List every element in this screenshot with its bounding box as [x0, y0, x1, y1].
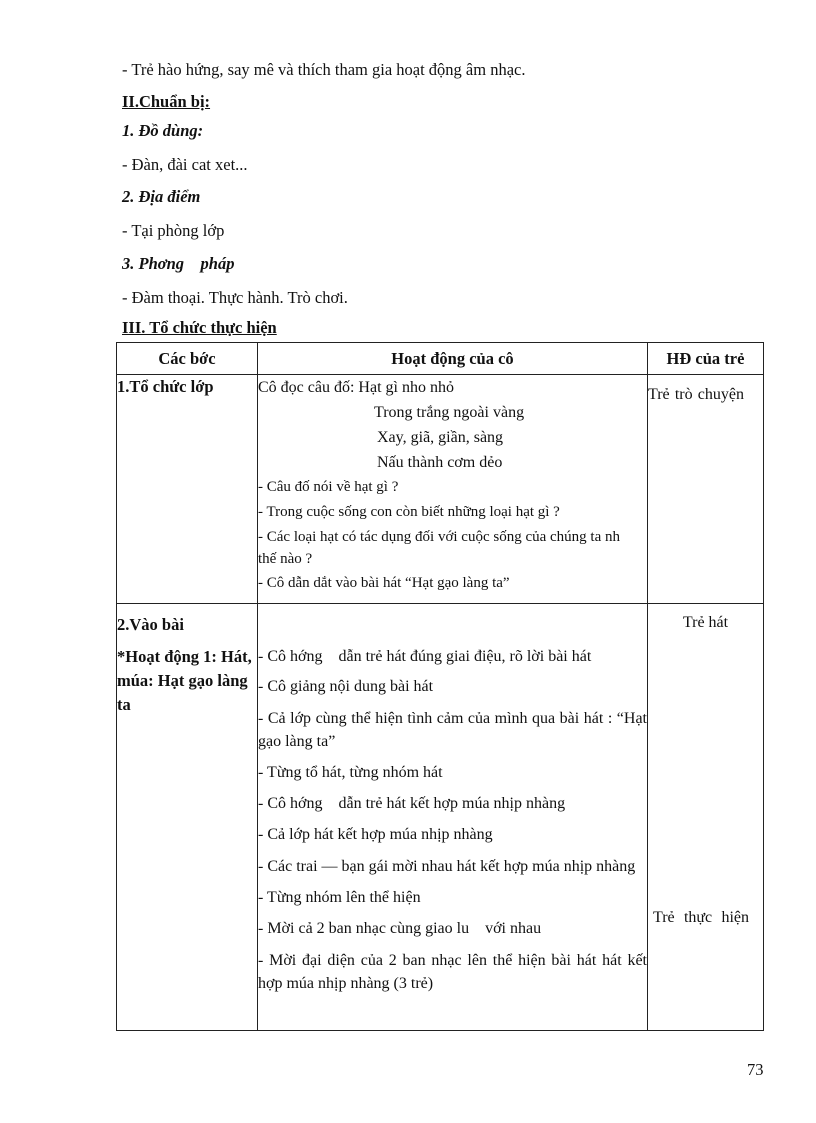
- header-teacher-activity: Hoạt động của cô: [258, 343, 648, 375]
- child-response-sing: Trẻ hát: [682, 614, 729, 631]
- activity-title: *Hoạt động 1: Hát, múa: Hạt gạo làng ta: [117, 647, 252, 714]
- activity-item: - Cô hớng dẫn trẻ hát kết hợp múa nhịp nhàng: [258, 795, 566, 812]
- activity-item: - Các trai — bạn gái mời nhau hát kết hợp múa nhịp nhàng: [258, 858, 636, 875]
- subheading-location: 2. Địa điểm: [122, 187, 201, 206]
- activity-item: - Từng nhóm lên thể hiện: [258, 889, 421, 906]
- activity-item: - Mời cả 2 ban nhạc cùng giao lu với nhau: [258, 920, 542, 937]
- question-item: - Trong cuộc sống con còn biết những loại hạt gì ?: [258, 504, 560, 520]
- section-heading-implementation: III. Tổ chức thực hiện: [122, 318, 277, 337]
- child-response: Trẻ trò chuyện: [648, 386, 744, 403]
- subheading-method: 3. Phơng pháp: [122, 254, 235, 273]
- question-item: - Cô dẫn dắt vào bài hát “Hạt gạo làng ta”: [258, 575, 510, 591]
- activity-item: - Cả lớp hát kết hợp múa nhịp nhàng: [258, 826, 493, 843]
- riddle-line: Xay, giã, giần, sàng: [377, 429, 504, 446]
- teacher-activity-cell: [258, 604, 648, 1031]
- riddle-line: Cô đọc câu đố: Hạt gì nho nhỏ: [258, 379, 454, 396]
- riddle-line: Nấu thành cơm dẻo: [377, 454, 503, 471]
- header-child-activity: HĐ của trẻ: [648, 343, 764, 375]
- step-label: 2.Vào bài: [117, 615, 184, 634]
- step-cell: [117, 604, 258, 1031]
- method-content: - Đàm thoại. Thực hành. Trò chơi.: [122, 288, 348, 307]
- riddle-line: Trong trắng ngoài vàng: [374, 404, 525, 421]
- teacher-activity-cell: [258, 375, 648, 604]
- table-row: [117, 604, 764, 1031]
- page-number: 73: [747, 1060, 764, 1079]
- activity-item: - Cô giảng nội dung bài hát: [258, 678, 434, 695]
- location-content: - Tại phòng lớp: [122, 221, 225, 240]
- child-activity-cell: [648, 375, 764, 604]
- activity-item: - Cô hớng dẫn trẻ hát đúng giai điệu, rõ lời bài hát: [258, 648, 592, 665]
- section-heading-preparation: II.Chuẩn bị:: [122, 92, 211, 111]
- table-header-row: [117, 343, 764, 375]
- header-steps: Các bớc: [117, 343, 258, 375]
- activity-item: - Mời đại diện của 2 ban nhạc lên thể hiện bài hát hát kết hợp múa nhịp nhàng (3 trẻ): [258, 952, 647, 992]
- goal-line: - Trẻ hào hứng, say mê và thích tham gia hoạt động âm nhạc.: [122, 60, 526, 79]
- lesson-plan-table: [116, 342, 764, 1031]
- activity-item: - Từng tổ hát, từng nhóm hát: [258, 764, 443, 781]
- child-response-perform: Trẻ thực hiện: [653, 909, 749, 926]
- step-cell: [117, 375, 258, 604]
- child-activity-cell: [648, 604, 764, 1031]
- subheading-equipment: 1. Đồ dùng:: [122, 121, 204, 140]
- question-item: - Các loại hạt có tác dụng đối với cuộc sống của chúng ta nh thế nào ?: [258, 529, 635, 567]
- table-row: [117, 375, 764, 604]
- question-item: - Câu đố nói về hạt gì ?: [258, 479, 399, 495]
- step-label: 1.Tổ chức lớp: [117, 377, 214, 396]
- equipment-content: - Đàn, đài cat xet...: [122, 155, 248, 174]
- activity-item: - Cả lớp cùng thể hiện tình cảm của mình qua bài hát : “Hạt gạo làng ta”: [258, 710, 647, 750]
